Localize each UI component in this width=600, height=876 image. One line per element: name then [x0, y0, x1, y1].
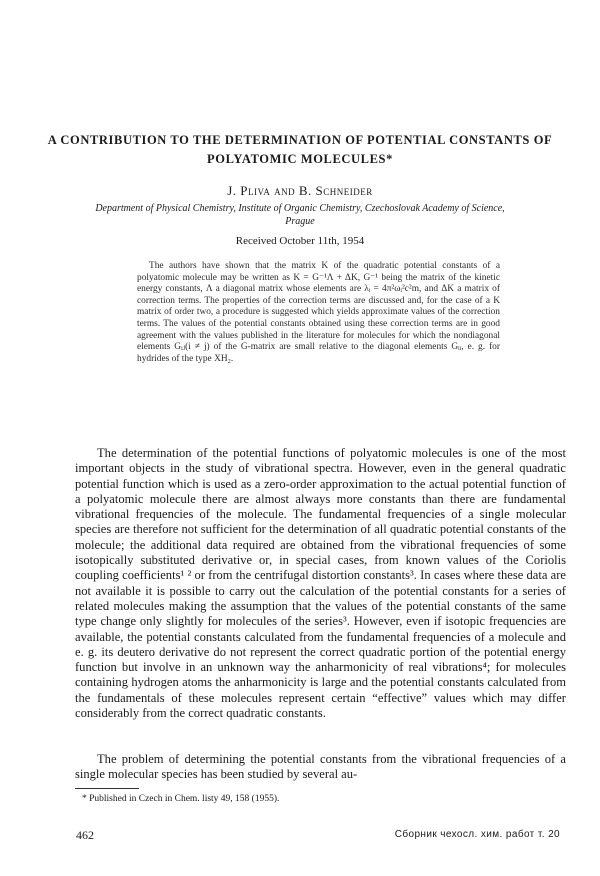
body-paragraph-1: The determination of the potential functions of polyatomic molecules is one of the most important objects in the study of vibrational spectra. However, even in the general quadratic potential function which is used as a zero-order approximation to the actual potential function of a polyatomic molecule there are almost always more constants than there are fundamental vibrational frequencies of the molecule. The fundamental frequencies of a single molecular species are therefore not sufficient for the determination of all quadratic potential constants of the molecule; the additional data required are obtained from the vibrational frequencies of some isotopically substituted derivative or, in special cases, from known values of the Coriolis coupling coefficients¹ ² or from the centrifugal distortion constants³. In cases where these data are not available it is possible to carry out the calculation of the potential constants for a series of related molecules making the assumption that the values of the potential constants of the same type change only slightly for molecules of the series³. However, even if isotopic frequencies are available, the potential constants calculated from the fundamental frequencies of a molecule and e. g. its deutero derivative do not represent the correct quadratic portion of the potential energy function but involve in an unknown way the anharmonicity of real vibrations⁴; for molecules containing hydrogen atoms the anharmonicity is large and the potential constants calculated from the fundamentals of these molecules represent certain “effective” values which may differ considerably from the correct quadratic constants. — [75, 446, 566, 721]
footnote: * Published in Czech in Chem. listy 49, 158 (1955). — [82, 794, 280, 804]
abstract: The authors have shown that the matrix K of the quadratic potential constants of a polyatomic molecule may be written as K = G⁻¹Λ + ΔK, G⁻¹ being the matrix of the kinetic energy constants, Λ a diagonal matrix whose elements are λᵢ = 4π²ωᵢ²c²m, and ΔK a matrix of correction terms. The properties of the correction terms are discussed and, for the case of a K matrix of order two, a procedure is suggested which yields approximate values of the correction terms. The values of the potential constants obtained using these correction terms are in good agreement with the values published in the literature for molecules for which the nondiagonal elements Gᵢⱼ(i ≠ j) of the G-matrix are small relative to the diagonal elements Gᵢᵢ, e. g. for hydrides of the type XH₂. — [137, 261, 500, 364]
affiliation: Department of Physical Chemistry, Institute of Organic Chemistry, Czechoslovak Academy of Science, Prague — [95, 203, 505, 227]
journal-running-footer: Сборник чехосл. хим. работ т. 20 — [394, 829, 560, 840]
article-title: A CONTRIBUTION TO THE DETERMINATION OF POTENTIAL CONSTANTS OF POLYATOMIC MOLECULES* — [47, 133, 553, 166]
received-date: Received October 11th, 1954 — [235, 235, 365, 247]
page-number: 462 — [76, 828, 94, 842]
authors: J. Pliva and B. Schneider — [227, 183, 373, 198]
body-paragraph-2: The problem of determining the potential constants from the vibrational frequencies of a single molecular species has been studied by several au- — [75, 752, 566, 782]
footnote-rule — [75, 788, 139, 789]
